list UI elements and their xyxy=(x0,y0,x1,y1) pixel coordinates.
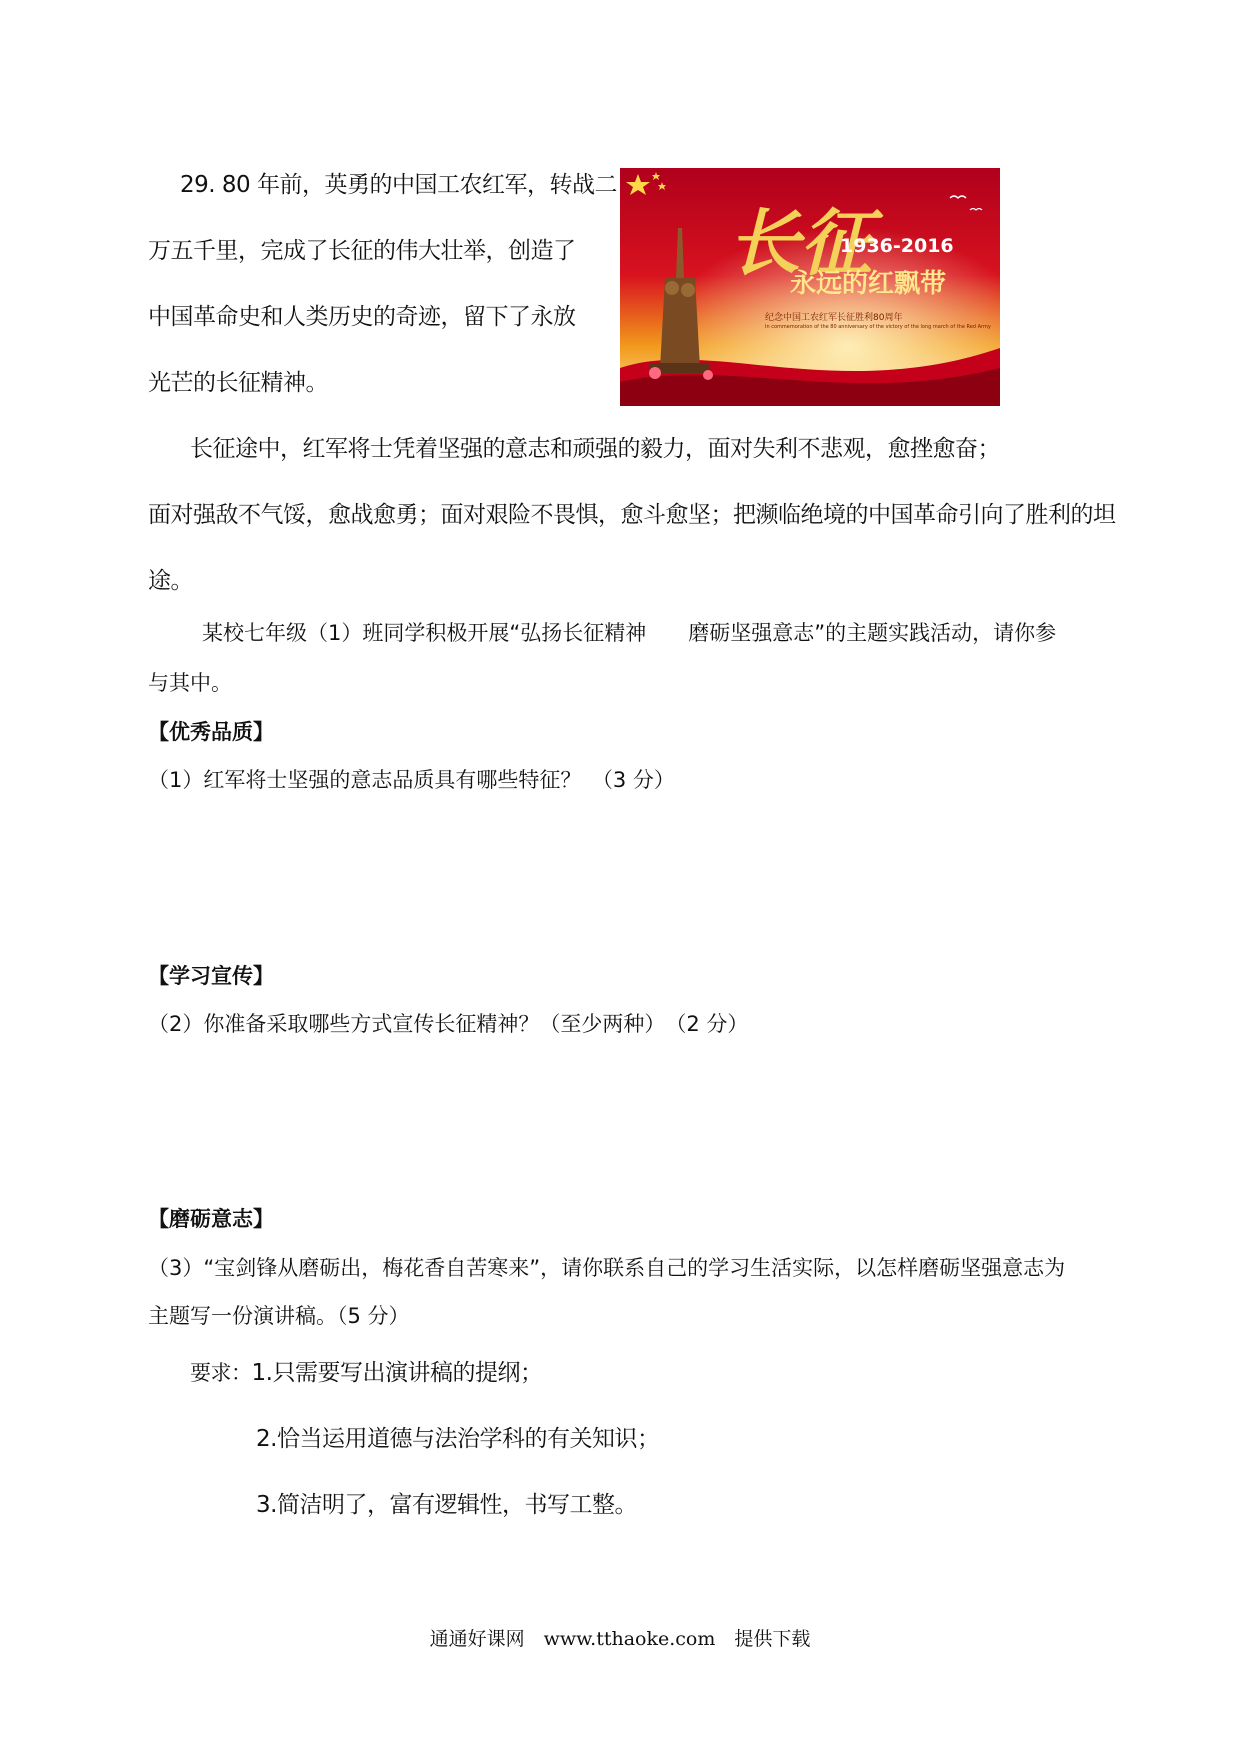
requirement-item-1: 1.只需要写出演讲稿的提纲； xyxy=(251,1360,543,1386)
question-2: （2）你准备采取哪些方式宣传长征精神？（至少两种） （2 分） xyxy=(148,1012,749,1036)
banner-sub-caption: In commemoration of the 80 anniversary of the victory of the long march of the Red Army xyxy=(765,324,991,330)
para2-line-1: 长征途中，红军将士凭着坚强的意志和顽强的毅力，面对失利不悲观，愈挫愈奋； xyxy=(190,436,1000,462)
banner-big-text: 长征 xyxy=(728,200,873,285)
intro-line-1: 29. 80 年前，英勇的中国工农红军，转战二 xyxy=(180,172,617,198)
intro-line-3: 中国革命史和人类历史的奇迹，留下了永放 xyxy=(148,304,576,330)
banner-slogan: 永远的红飘带 xyxy=(790,269,947,299)
section-heading-will: 【磨砺意志】 xyxy=(148,1207,274,1231)
para3-line-2: 与其中。 xyxy=(148,671,232,695)
question-1: （1）红军将士坚强的意志品质具有哪些特征？ （3 分） xyxy=(148,768,675,792)
para2-line-2: 面对强敌不气馁，愈战愈勇；面对艰险不畏惧，愈斗愈坚；把濒临绝境的中国革命引向了胜利的坦 xyxy=(148,502,1116,528)
banner-graphic xyxy=(620,168,1000,406)
footer-source: 通通好课网 www.tthaoke.com 提供下载 xyxy=(429,1628,811,1650)
question-3-line-2: 主题写一份演讲稿。（5 分） xyxy=(148,1304,410,1328)
requirements-label: 要求： xyxy=(190,1361,252,1385)
para2-line-3: 途。 xyxy=(148,568,193,594)
banner-caption: 纪念中国工农红军长征胜利80周年 xyxy=(765,313,903,323)
banner-years: 1936-2016 xyxy=(840,235,954,257)
intro-line-4: 光芒的长征精神。 xyxy=(148,370,328,396)
question-3-line-1: （3）“宝剑锋从磨砺出，梅花香自苦寒来”，请你联系自己的学习生活实际，以怎样磨砺坚强意志为 xyxy=(148,1256,1066,1280)
long-march-banner-image xyxy=(620,168,1000,406)
para3-line-1: 某校七年级（1）班同学积极开展“弘扬长征精神 磨砺坚强意志”的主题实践活动，请你参 xyxy=(202,621,1057,645)
requirement-item-3: 3.简洁明了，富有逻辑性，书写工整。 xyxy=(256,1492,637,1518)
intro-line-2: 万五千里，完成了长征的伟大壮举，创造了 xyxy=(148,238,576,264)
section-heading-publicity: 【学习宣传】 xyxy=(148,964,274,988)
section-heading-quality: 【优秀品质】 xyxy=(148,720,274,744)
requirements-block xyxy=(190,1354,542,1387)
requirement-item-2: 2.恰当运用道德与法治学科的有关知识； xyxy=(256,1426,660,1452)
